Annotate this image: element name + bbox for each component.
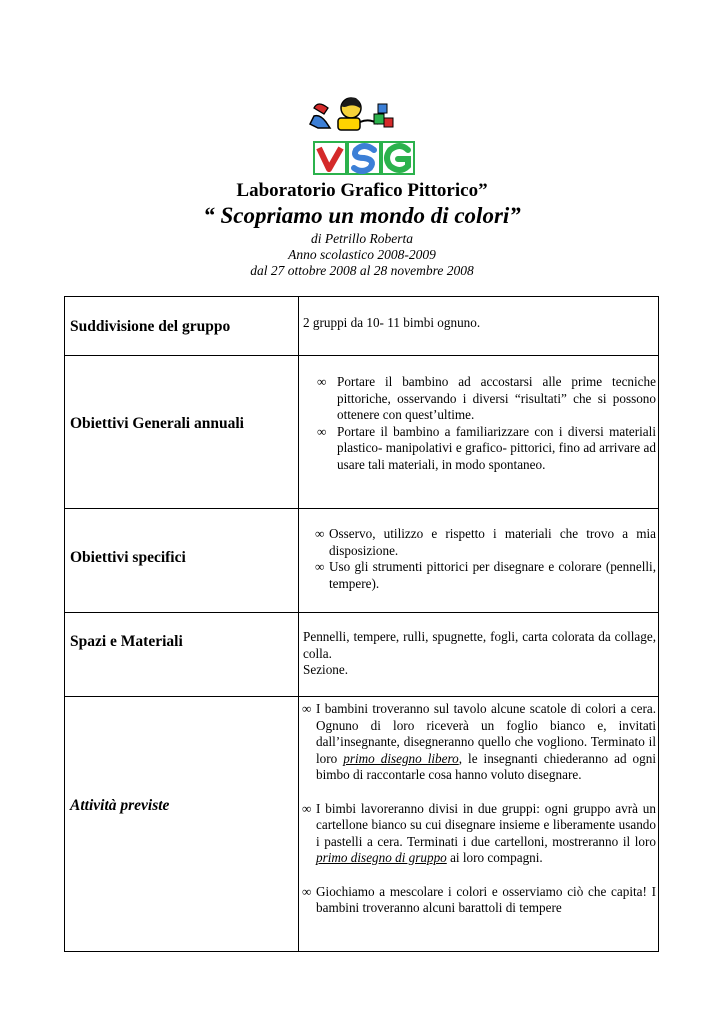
infinity-bullet-icon: ∞ (302, 883, 312, 899)
free-drawing-link-text: primo disegno libero (343, 750, 459, 766)
table-row (65, 297, 658, 356)
row-content (315, 526, 656, 592)
row-content (303, 315, 656, 332)
row-label: Obiettivi Generali annuali (70, 415, 244, 432)
vsg-letters (314, 142, 414, 174)
school-year: Anno scolastico 2008-2009 (288, 247, 436, 262)
group-division-text: 2 gruppi da 10- 11 bimbi ognuno. (303, 315, 481, 330)
infinity-bullet-icon: ∞ (315, 526, 325, 541)
row-label: Spazi e Materiali (70, 633, 183, 650)
program-table (64, 296, 659, 952)
school-logo (308, 96, 420, 178)
group-drawing-link-text: primo disegno di gruppo (316, 850, 447, 865)
title: Laboratorio Grafico Pittorico” (236, 180, 488, 201)
list-item: Osservo, utilizzo e rispetto i materiali che trovo a mia disposizione. (329, 526, 656, 558)
row-label: Obiettivi specifici (70, 549, 186, 566)
row-content (303, 629, 656, 679)
activity-item: ∞ I bambini troveranno sul tavolo alcune scatole di colori a cera. Ognuno di loro riceverà un foglio bianco e, invitati dall’insegnante, disegneranno quello che vogliono. Terminato il loro primo disegno libero, le insegnanti chiederanno ad ogni bimbo di raccontarle cosa hanno voluto disegnare. (302, 701, 657, 782)
table-row (65, 613, 658, 697)
row-content (317, 374, 656, 473)
location-text: Sezione. (303, 662, 349, 677)
table-row (65, 356, 658, 509)
infinity-bullet-icon: ∞ (317, 374, 327, 389)
table-row (65, 697, 658, 953)
table-row (65, 509, 658, 613)
activity-item: ∞ I bimbi lavoreranno divisi in due gruppi: ogni gruppo avrà un cartellone bianco su cui disegnare insieme e liberamente usando i pastelli a cera. Terminati i due cartelloni, mostreranno il loro primo disegno di gruppo ai loro compagni. (302, 800, 656, 865)
materials-text: Pennelli, tempere, rulli, spugnette, fogli, carta colorata da collage, colla. (303, 629, 656, 661)
author: di Petrillo Roberta (311, 231, 413, 246)
list-item: Uso gli strumenti pittorici per disegnare e colorare (pennelli, tempere). (329, 559, 656, 591)
child-illustration (310, 98, 393, 130)
date-range: dal 27 ottobre 2008 al 28 novembre 2008 (250, 263, 474, 278)
subtitle: “ Scopriamo un mondo di colori” (203, 203, 521, 228)
row-label: Attività previste (70, 797, 170, 814)
list-item: Portare il bambino a familiarizzare con i diversi materiali plastico- manipolativi e grafico- pittorici, fino ad arrivare ad usare tali materiali, in modo spontaneo. (337, 423, 656, 472)
infinity-bullet-icon: ∞ (302, 701, 312, 716)
list-item: Portare il bambino ad accostarsi alle prime tecniche pittoriche, osservando i diversi “risultati” che si possono ottenere con quest’ultime. (337, 374, 656, 422)
infinity-bullet-icon: ∞ (315, 559, 325, 574)
row-label: Suddivisione del gruppo (70, 318, 231, 335)
row-content (302, 701, 656, 917)
activity-item: ∞ Giochiamo a mescolare i colori e osserviamo ciò che capita! I bambini troveranno alcuni barattoli di tempere (302, 883, 656, 915)
infinity-bullet-icon: ∞ (317, 423, 327, 439)
infinity-bullet-icon: ∞ (302, 800, 312, 816)
